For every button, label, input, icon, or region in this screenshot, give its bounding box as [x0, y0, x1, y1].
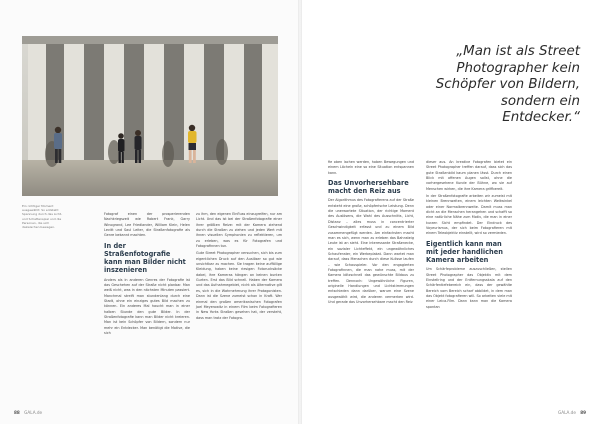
paragraph: Gute Street Photographer versuchen, sich bis zum eigentlichen Druck auf den Auslöser so gut wie unsichtbar zu machen. Sie tragen keine auffällige Kleidung, haben keine riesigen Fotorucksäcke dabei, ihre Kameras hängen an keinen bunten Gurten. Erst das Bild schnell. Haben der Kamera und das Aufnahmegebiet, nicht als Alternative gilt es, sich in die Wahrnehmung ihrer Protagonisten. Dann ist die Szene zumeist schon in Kraft. Wer einmal den großen amerikanischen Fotografen Joel Meyerowitz in einem Film beim Fotografieren in New Yorks Straßen gesehen hat, der versteht, dass man trotz der Fotogra- [196, 251, 282, 320]
paragraph: fie oben lachen werden, hoben Bewegungen und einem Lächeln eine so eine Situation entspannen kann. [328, 160, 414, 175]
paragraph: Fotograf einen der prosperierenden Nachkriegszeit wie Robert Frank, Garry Winogrand, Lee Friedlander, William Klein, Helen Levitt und Saul Leiter, die Straßenfotografie als Genre bekannt machten. [104, 212, 190, 238]
brand-right: GALA.de [558, 410, 576, 415]
pull-quote: „Man ist als Street Photographer kein Schöpfer von Bildern, sondern ein Entdecker.“ [435, 44, 580, 125]
right-folio [558, 410, 586, 415]
spread-gutter [298, 0, 302, 424]
paragraph: Um Schärfeprobleme auszuschließen, stellen Street Photographer das Objektiv mit dem Einstellring und der Entfernungsskala auf den Schärfentiefebereich ein, dass der gewählte Bereich vom Bereich scharf abbildet, in dem man das Objekt fotografieren will. So arbeiten viele mit einer Leica-Film. Dann kann man die Kamera spontan [426, 267, 512, 309]
paragraph: Der Algorithmus des Fotografierens auf der Straße entsteht eine große, schöpferische Leistung. Denn die unerwartete Situation, der richtige Moment des Auslösens, die Wahl des Ausschnitts, Licht, Distanz – alles muss in concentrierter Geschwindigkeit erfasst und zu einem Bild zusammengefügt werden. Am einfachsten macht man es sich, wenn man zu erleben das Bahnsteig Leute ist an sieht. Eine interessante Straßenecke, ein sozialer Lichteffekt, ein ungewöhnliches Schaufenster, ein Werbeplakat. Dann wartet man darauf, dass Menschen durch diese Kulisse laufen – wie Schauspieler. Vor den engagierten Fotografinnen, die man nahe muss, mit der Kamera blitzschnell das gewünschte Bildaus zu treffen. Dennoch: Ungewöhnliche Figuren, originelle Handlungen und Lichtstimmungen entschieden dann darüber, warum eine Szene ausgewählt wird, die anderen vermerken wird. Und gerade das Unvorhersehbare macht den Reiz [328, 198, 414, 304]
photo-caption: Ein richtiger Moment ausgewählt: So entsteht Spannung durch das Licht- und Schattenspiel und die Personen, die sich dazwischen bewegen. [22, 204, 63, 230]
street-photo [22, 36, 278, 196]
left-folio [14, 410, 42, 415]
subheading: In der Straßenfotografie kann man Bilder nicht inszenieren [104, 241, 186, 275]
paragraph: Anders als in anderen Genres der Fotografie ist das Geschehen auf der Straße nicht planbar. Man weiß nicht, was in den nächsten Minuten passiert. Manchmal streift man stundenlang durch eine Stadt, ohne ein einziges gutes Bild machen zu können. Ein anderes Mal haucht man in einer halben Stunde den gute Bilder. In der Straßenfotografie kann man Bilder nicht kreieren. Man ist kein Schöpfer von Bildern, sondern nur mehr ein Entdecker. Man benötigt die Motive, die sich [104, 277, 190, 335]
column-3 [328, 160, 414, 307]
paragraph: dieser aus. An kreative Fotografen bietet ein Street Photographer treffen darauf, dass sich das gute Straßenbild kaum planen lässt. Durch einen Blick mit offenen Augen sollst, ohne die vorhergesehene Kunde der Bühne, wo sie auf Menschen wirken, die ihre Kamera griffbereit. [426, 160, 512, 191]
page-number-right: 89 [580, 410, 587, 415]
page-number-left: 88 [14, 410, 20, 415]
paragraph: zu ihm, den eigenen Einfluss einzugreifen, nur am Licht. Und das ist bei der Straßenfotografie einer ihrer größten Reize: mit der Kamera ziehend durch die Straßen zu ziehen und jeden Wert mit ihnen visuellen Symphonien zu reflektieren, um zu erleben, was es für Fotografen und Fotografinnen tun. [196, 212, 282, 249]
paragraph: In der Straßenfotografie arbeiten wir zumeist mit kleinen Brennweiten, einem leichten Weitwinkel oder einer Normalbrennweite. Damit muss man dicht an die Menschen herangehen und schafft so eine natürliche Nähe zum Motiv, die man in einer kurzen Sicht empfindet. Der Eindruck des Voyeurismus, der sich beim Fotografieren mit einem Teleobjektiv einstellt, wird so vermieden. [426, 194, 512, 236]
column-2 [196, 212, 282, 323]
column-1 [104, 212, 190, 338]
brand-left: GALA.de [24, 410, 43, 415]
column-4 [426, 160, 512, 312]
street-photo-illustration [22, 36, 278, 196]
subheading: Das Unvorhersehbare macht den Reiz aus [328, 179, 409, 196]
subheading: Eigentlich kann man mit jeder handlichen Kamera arbeiten [426, 239, 503, 265]
